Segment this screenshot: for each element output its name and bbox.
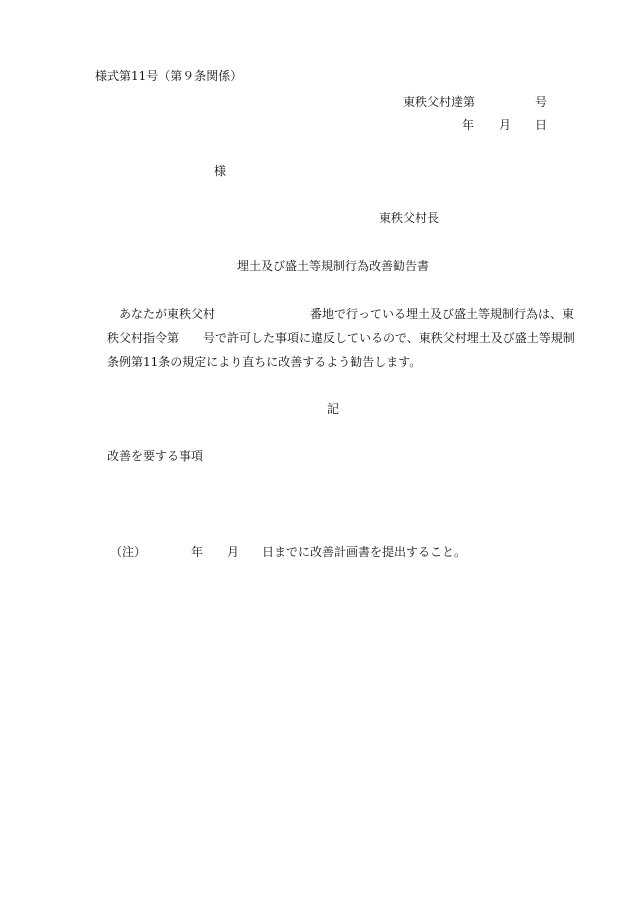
notice-number-suffix: 号 [535, 95, 548, 109]
notice-number-prefix: 東秩父村達第 [403, 95, 476, 109]
date-day: 日 [535, 118, 548, 132]
body-line3: 条例第11条の規定により直ちに改善するよう勧告します。 [107, 355, 422, 369]
items-heading: 改善を要する事項 [107, 449, 204, 463]
note-text: 日までに改善計画書を提出すること。 [262, 545, 467, 559]
body-line1-end: 番地で行っている埋土及び盛土等規制行為は、東 [310, 307, 575, 321]
form-label: 様式第11号（第９条関係） [95, 69, 243, 83]
body-line1-start: あなたが東秩父村 [119, 307, 216, 321]
addressee-suffix: 様 [214, 164, 227, 178]
issuer: 東秩父村長 [379, 211, 440, 225]
document-title: 埋土及び盛土等規制行為改善勧告書 [237, 259, 430, 273]
date-year: 年 [462, 118, 475, 132]
body-line2-start: 秩父村指令第 [107, 331, 180, 345]
note-label: （注） [110, 545, 147, 559]
date-month: 月 [499, 118, 512, 132]
note-month: 月 [227, 545, 240, 559]
ki-heading: 記 [327, 402, 340, 416]
body-line2-end: 号で許可した事項に違反しているので、東秩父村埋土及び盛土等規制 [203, 331, 575, 345]
note-year: 年 [191, 545, 204, 559]
